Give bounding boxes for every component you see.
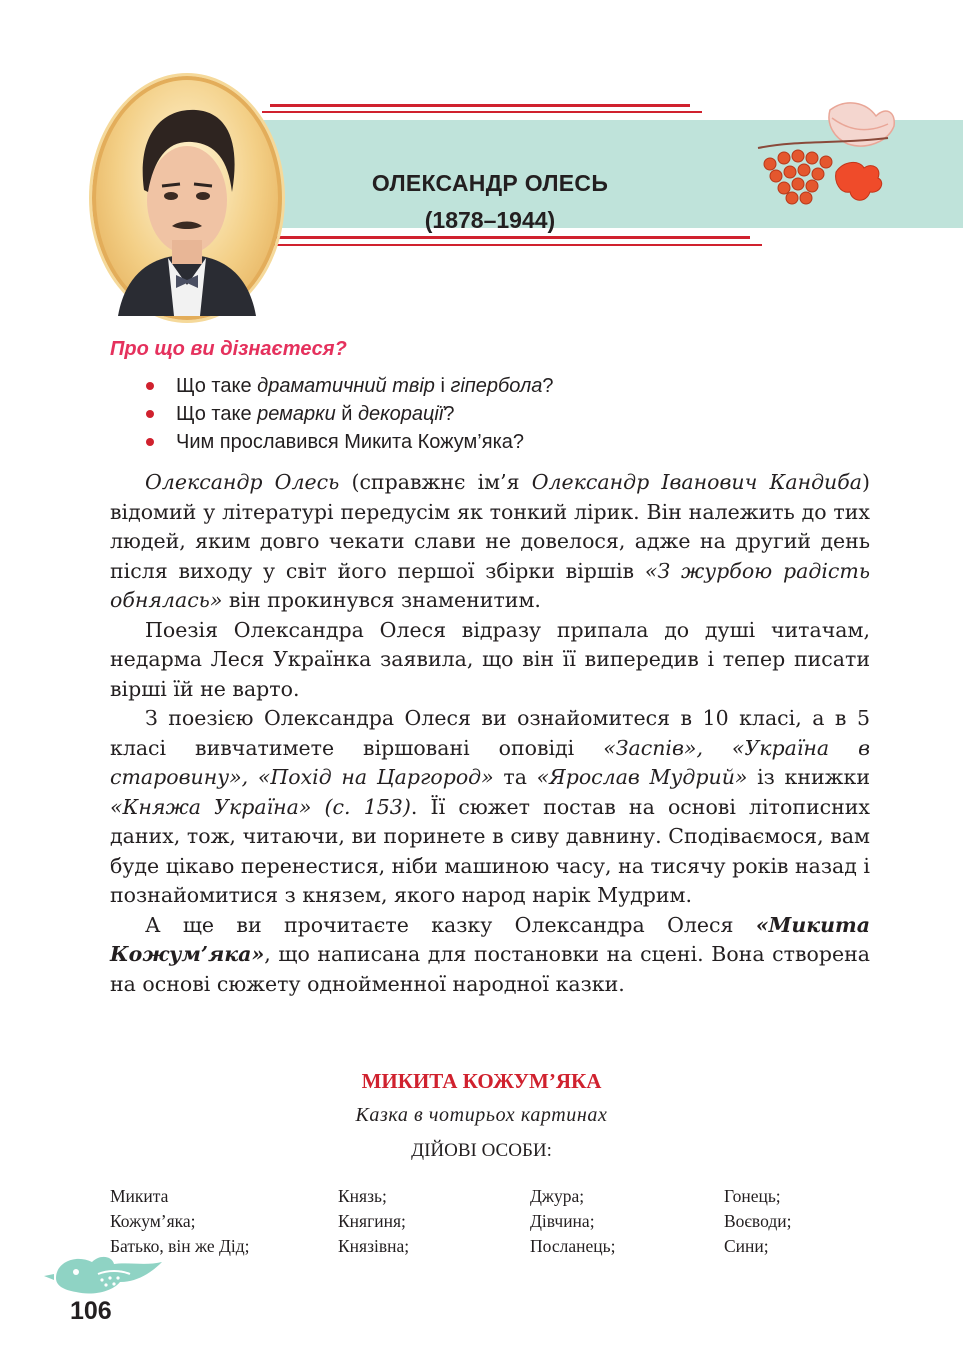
header-rule — [262, 244, 762, 246]
header-rule — [270, 104, 690, 107]
character-name: Микита — [110, 1186, 169, 1206]
page-number: 106 — [70, 1297, 112, 1325]
character-name: Посланець; — [530, 1236, 616, 1256]
paragraph: З поезією Олександра Олеся ви ознайомитеся в 10 класі, а в 5 класі вивчатимете віршовані оповіді «Заспів», «Україна в старовину», «Похід на Царгород» та «Ярослав Мудрий» із книжки «Княжа Україна» (с. 153). Її сюжет постав на основі літописних даних, тож, читаючи, ви поринете в сиву давнину. Сподіваємося, вам буде цікаво перенестися, ніби машиною часу, на тисячу років назад і познайомитися з князем, якого народ нарік Мудрим. — [110, 706, 870, 907]
character-name: Князівна; — [338, 1236, 410, 1256]
paragraph: Поезія Олександра Олеся відразу припала до душі читачам, недарма Леся Українка заявила, що він її випередив і тепер писати вірші їй не варто. — [110, 617, 870, 701]
character-name: Батько, він же Дід; — [110, 1236, 250, 1256]
characters-column — [724, 1184, 791, 1259]
characters-column — [338, 1184, 409, 1259]
author-portrait — [92, 76, 282, 320]
character-name: Князь; — [338, 1186, 387, 1206]
character-name: Кожум’яка; — [110, 1211, 196, 1231]
header-rule — [262, 111, 702, 113]
characters-heading: ДІЙОВІ ОСОБИ: — [411, 1140, 552, 1161]
play-title: МИКИТА КОЖУМ’ЯКА — [361, 1069, 602, 1093]
article-body — [110, 468, 870, 999]
list-item: Що таке драматичний твір і гіпербола? — [146, 372, 554, 400]
list-item: Що таке ремарки й декорації? — [146, 400, 554, 428]
questions-list — [146, 372, 554, 456]
character-name: Гонець; — [724, 1186, 781, 1206]
list-item: Чим прославився Микита Кожум’яка? — [146, 428, 554, 456]
character-name: Воєводи; — [724, 1211, 792, 1231]
viburnum-branch-icon — [748, 98, 898, 214]
questions-heading: Про що ви дізнаєтеся? — [110, 338, 347, 360]
bird-icon — [42, 1248, 166, 1300]
portrait-illustration — [96, 80, 278, 316]
play-subtitle: Казка в чотирьох картинах — [355, 1104, 608, 1126]
paragraph: А ще ви прочитаєте казку Олександра Олеся «Микита Кожум’яка», що написана для постановки на сцені. Вона створена на основі сюжету однойменної народної казки. — [110, 912, 870, 996]
character-name: Дівчина; — [530, 1211, 595, 1231]
header-rule — [250, 236, 750, 239]
character-name: Княгиня; — [338, 1211, 406, 1231]
author-name: ОЛЕКСАНДР ОЛЕСЬ — [371, 170, 609, 196]
paragraph: Олександр Олесь (справжнє ім’я Олександр Іванович Кандиба) відомий у літературі передусім як тонкий лірик. Він належить до тих людей, яким довго чекати слави не довелося, адже на другий день після виходу у світ його першої збірки віршів «З журбою радість обнялась» він прокинувся знаменитим. — [110, 470, 870, 612]
character-name: Джура; — [530, 1186, 585, 1206]
characters-column — [530, 1184, 615, 1259]
author-years: (1878–1944) — [424, 207, 556, 233]
character-name: Сини; — [724, 1236, 769, 1256]
